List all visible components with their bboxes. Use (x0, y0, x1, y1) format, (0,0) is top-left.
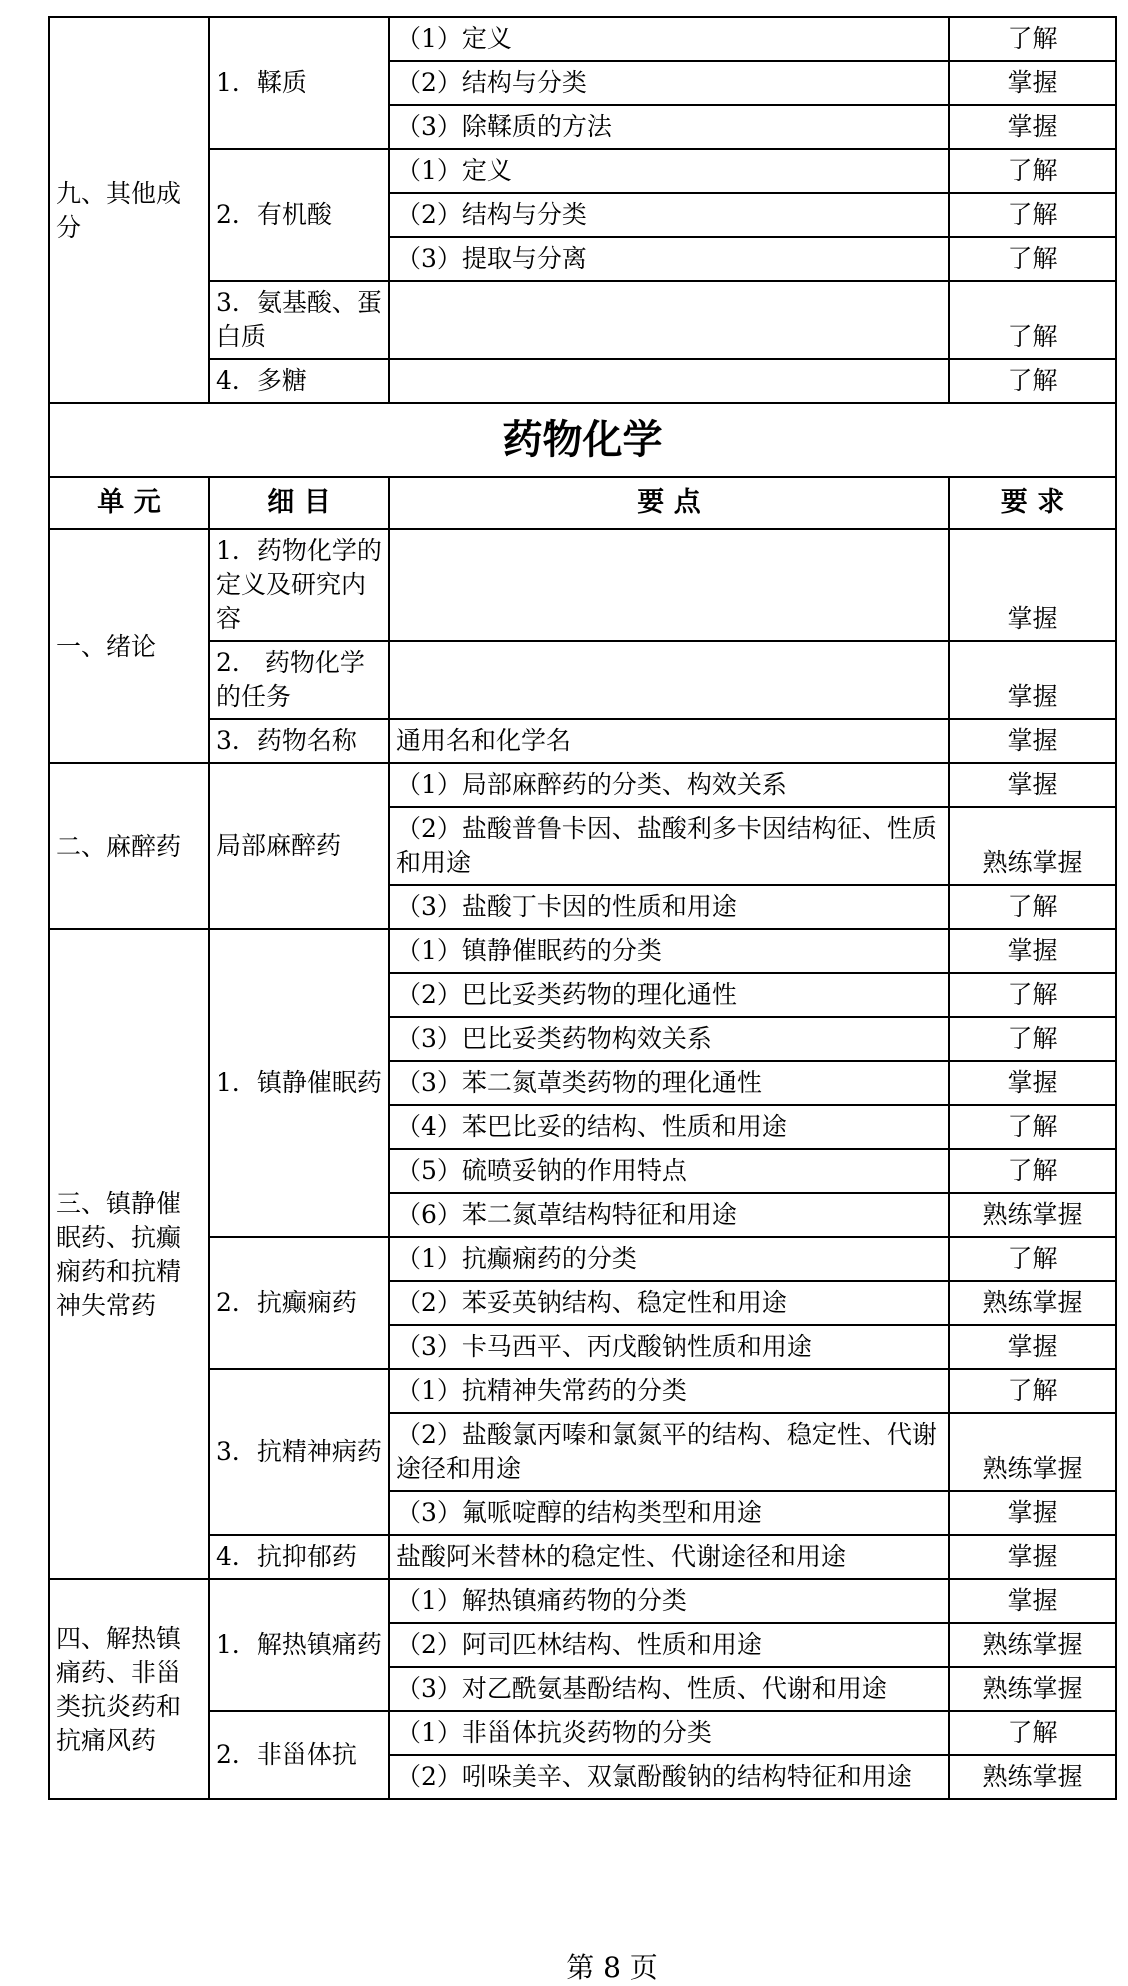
table-row (49, 149, 1116, 193)
point-cell: （2）盐酸普鲁卡因、盐酸利多卡因结构征、性质和用途 (389, 807, 949, 885)
table-row (49, 17, 1116, 61)
sub-item-cell: 4．抗抑郁药 (209, 1535, 389, 1579)
table-row (49, 719, 1116, 763)
requirement-cell: 掌握 (949, 763, 1116, 807)
requirement-cell: 熟练掌握 (949, 1413, 1116, 1491)
requirement-cell: 了解 (949, 1237, 1116, 1281)
unit-cell: 四、解热镇痛药、非甾类抗炎药和抗痛风药 (49, 1579, 209, 1799)
requirement-cell: 掌握 (949, 929, 1116, 973)
requirement-cell: 掌握 (949, 105, 1116, 149)
header-unit: 单 元 (49, 477, 209, 529)
point-cell: （1）抗癫痫药的分类 (389, 1237, 949, 1281)
requirement-cell: 掌握 (949, 1061, 1116, 1105)
sub-item-cell: 1．镇静催眠药 (209, 929, 389, 1237)
requirement-cell: 了解 (949, 1711, 1116, 1755)
point-cell: （5）硫喷妥钠的作用特点 (389, 1149, 949, 1193)
requirement-cell: 熟练掌握 (949, 1193, 1116, 1237)
syllabus-table (48, 16, 1117, 1800)
table-row (49, 763, 1116, 807)
document-page (48, 16, 1115, 1984)
section-title-body (49, 403, 1116, 529)
header-row (49, 477, 1116, 529)
sub-item-cell: 4．多糖 (209, 359, 389, 403)
requirement-cell: 熟练掌握 (949, 1623, 1116, 1667)
units-body (49, 529, 1116, 1799)
requirement-cell: 了解 (949, 973, 1116, 1017)
point-cell: （3）盐酸丁卡因的性质和用途 (389, 885, 949, 929)
sub-item-cell: 2．非甾体抗 (209, 1711, 389, 1799)
requirement-cell: 了解 (949, 1369, 1116, 1413)
requirement-cell: 掌握 (949, 529, 1116, 641)
point-cell: （4）苯巴比妥的结构、性质和用途 (389, 1105, 949, 1149)
point-cell: （1）定义 (389, 149, 949, 193)
table-row (49, 281, 1116, 359)
requirement-cell: 掌握 (949, 641, 1116, 719)
point-cell: （3）苯二氮䓬类药物的理化通性 (389, 1061, 949, 1105)
table-row (49, 1535, 1116, 1579)
header-req: 要 求 (949, 477, 1116, 529)
point-cell: （1）解热镇痛药物的分类 (389, 1579, 949, 1623)
requirement-cell: 掌握 (949, 719, 1116, 763)
point-cell: （3）提取与分离 (389, 237, 949, 281)
top-section-body (49, 17, 1116, 403)
requirement-cell: 了解 (949, 1105, 1116, 1149)
requirement-cell: 熟练掌握 (949, 1755, 1116, 1799)
point-cell (389, 359, 949, 403)
requirement-cell: 了解 (949, 193, 1116, 237)
point-cell: （2）结构与分类 (389, 61, 949, 105)
point-cell: （3）除鞣质的方法 (389, 105, 949, 149)
point-cell: （6）苯二氮䓬结构特征和用途 (389, 1193, 949, 1237)
sub-item-cell: 1．鞣质 (209, 17, 389, 149)
sub-item-cell: 3．氨基酸、蛋白质 (209, 281, 389, 359)
sub-item-cell: 3．抗精神病药 (209, 1369, 389, 1535)
point-cell: （2）苯妥英钠结构、稳定性和用途 (389, 1281, 949, 1325)
point-cell: 通用名和化学名 (389, 719, 949, 763)
requirement-cell: 掌握 (949, 1535, 1116, 1579)
section-title-row (49, 403, 1116, 477)
requirement-cell: 熟练掌握 (949, 1281, 1116, 1325)
point-cell: （1）抗精神失常药的分类 (389, 1369, 949, 1413)
table-row (49, 929, 1116, 973)
table-row (49, 1369, 1116, 1413)
point-cell (389, 641, 949, 719)
point-cell: （1）定义 (389, 17, 949, 61)
requirement-cell: 了解 (949, 885, 1116, 929)
requirement-cell: 了解 (949, 1149, 1116, 1193)
unit-cell: 二、麻醉药 (49, 763, 209, 929)
page-footer: 第 8 页 (566, 1951, 658, 1984)
point-cell: （3）巴比妥类药物构效关系 (389, 1017, 949, 1061)
point-cell: （3）氟哌啶醇的结构类型和用途 (389, 1491, 949, 1535)
table-row (49, 529, 1116, 641)
sub-item-cell: 局部麻醉药 (209, 763, 389, 929)
table-row (49, 1711, 1116, 1755)
requirement-cell: 熟练掌握 (949, 807, 1116, 885)
requirement-cell: 掌握 (949, 1325, 1116, 1369)
point-cell (389, 529, 949, 641)
requirement-cell: 了解 (949, 1017, 1116, 1061)
unit-cell: 一、绪论 (49, 529, 209, 763)
point-cell: （2）吲哚美辛、双氯酚酸钠的结构特征和用途 (389, 1755, 949, 1799)
point-cell: （2）结构与分类 (389, 193, 949, 237)
sub-item-cell: 1．药物化学的定义及研究内容 (209, 529, 389, 641)
requirement-cell: 了解 (949, 17, 1116, 61)
sub-item-cell: 3．药物名称 (209, 719, 389, 763)
sub-item-cell: 2．有机酸 (209, 149, 389, 281)
section-title: 药物化学 (49, 403, 1116, 477)
point-cell: （1）镇静催眠药的分类 (389, 929, 949, 973)
requirement-cell: 了解 (949, 281, 1116, 359)
unit-cell: 三、镇静催眠药、抗癫痫药和抗精神失常药 (49, 929, 209, 1579)
requirement-cell: 掌握 (949, 1579, 1116, 1623)
point-cell: （3）卡马西平、丙戊酸钠性质和用途 (389, 1325, 949, 1369)
requirement-cell: 了解 (949, 359, 1116, 403)
header-point: 要 点 (389, 477, 949, 529)
point-cell: （1）非甾体抗炎药物的分类 (389, 1711, 949, 1755)
point-cell: （1）局部麻醉药的分类、构效关系 (389, 763, 949, 807)
point-cell: （2）盐酸氯丙嗪和氯氮平的结构、稳定性、代谢途径和用途 (389, 1413, 949, 1491)
header-sub: 细 目 (209, 477, 389, 529)
point-cell: （2）阿司匹林结构、性质和用途 (389, 1623, 949, 1667)
table-row (49, 1579, 1116, 1623)
sub-item-cell: 2．抗癫痫药 (209, 1237, 389, 1369)
requirement-cell: 掌握 (949, 61, 1116, 105)
point-cell: （2）巴比妥类药物的理化通性 (389, 973, 949, 1017)
sub-item-cell: 1．解热镇痛药 (209, 1579, 389, 1711)
requirement-cell: 掌握 (949, 1491, 1116, 1535)
point-cell: （3）对乙酰氨基酚结构、性质、代谢和用途 (389, 1667, 949, 1711)
point-cell: 盐酸阿米替林的稳定性、代谢途径和用途 (389, 1535, 949, 1579)
requirement-cell: 了解 (949, 237, 1116, 281)
unit-cell: 九、其他成分 (49, 17, 209, 403)
table-row (49, 359, 1116, 403)
point-cell (389, 281, 949, 359)
table-row (49, 641, 1116, 719)
sub-item-cell: 2． 药物化学的任务 (209, 641, 389, 719)
table-row (49, 1237, 1116, 1281)
requirement-cell: 了解 (949, 149, 1116, 193)
requirement-cell: 熟练掌握 (949, 1667, 1116, 1711)
